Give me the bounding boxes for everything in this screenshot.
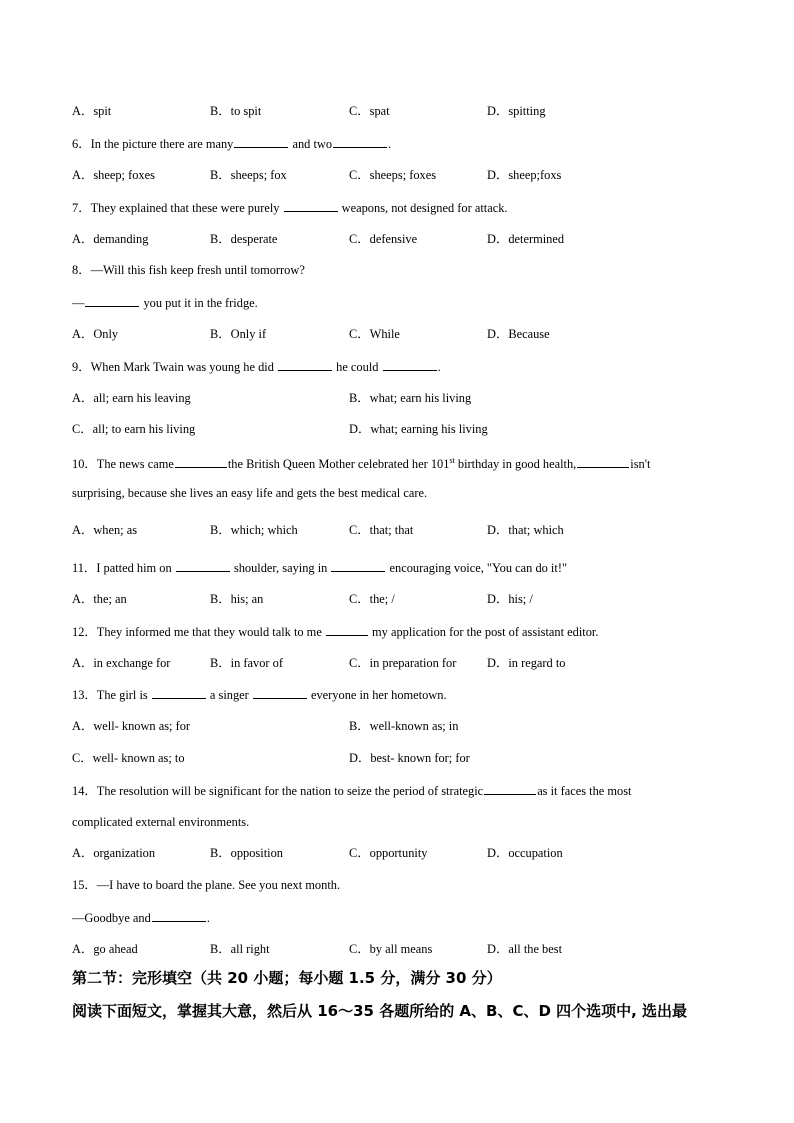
q8-stem: 8．—Will this fish keep fresh until tomorrow? [72,263,305,277]
q14-option-d: D．occupation [487,846,563,860]
q15-option-d: D．all the best [487,942,563,956]
q7-stem: 7．They explained that these were purely weapons, not designed for attack. [72,201,508,215]
q7-option-a: A．demanding [72,232,149,246]
q11-option-a: A．the; an [72,592,127,606]
q11-option-c: C．the; / [349,592,395,606]
q10-option-a: A．when; as [72,523,138,537]
q9-option-b: B．what; earn his living [349,391,472,405]
q8-reply: — you put it in the fridge. [72,296,258,310]
q12-option-a: A．in exchange for [72,656,171,670]
q14-option-c: C．opportunity [349,846,428,860]
q12-option-c: C．in preparation for [349,656,457,670]
q15-option-c: C．by all means [349,942,433,956]
q6-stem: 6．In the picture there are many and two . [72,137,392,151]
q7-option-c: C．defensive [349,232,418,246]
q11-option-d: D．his; / [487,592,533,606]
q13-stem: 13．The girl is a singer everyone in her hometown. [72,688,447,702]
q13-option-c: C．well- known as; to [72,751,185,765]
q13-option-d: D．best- known for; for [349,751,470,765]
q5-option-d: D．spitting [487,104,546,118]
q9-option-d: D．what; earning his living [349,422,488,436]
q7-option-b: B．desperate [210,232,278,246]
q6-option-b: B．sheeps; fox [210,168,287,182]
q8-option-b: B．Only if [210,327,267,341]
section2-instruction: 阅读下面短文，掌握其大意，然后从 16～35 各题所给的 A、B、C、D 四个选项中, 选出最 [72,1002,688,1020]
q6-option-a: A．sheep; foxes [72,168,155,182]
q13-option-a: A．well- known as; for [72,719,191,733]
q9-option-c: C．all; to earn his living [72,422,196,436]
q15-reply: —Goodbye and . [72,911,210,925]
q15-option-a: A．go ahead [72,942,138,956]
q5-option-a: A．spit [72,104,112,118]
q15-option-b: B．all right [210,942,270,956]
q12-option-d: D．in regard to [487,656,566,670]
q8-option-c: C．While [349,327,400,341]
q7-option-d: D．determined [487,232,565,246]
q8-option-d: D．Because [487,327,550,341]
q13-option-b: B．well-known as; in [349,719,459,733]
q5-option-b: B．to spit [210,104,262,118]
section2-heading: 第二节：完形填空（共 20 小题；每小题 1.5 分，满分 30 分） [72,969,502,987]
q9-stem: 9．When Mark Twain was young he did he could . [72,360,441,374]
q5-option-c: C．spat [349,104,390,118]
q14-option-a: A．organization [72,846,156,860]
q12-stem: 12．They informed me that they would talk to me my application for the post of assistant editor. [72,625,599,639]
q11-stem: 11．I patted him on shoulder, saying in encouraging voice, "You can do it!" [72,561,568,575]
q6-option-c: C．sheeps; foxes [349,168,437,182]
q10-stem-line2: surprising, because she lives an easy life and gets the best medical care. [72,486,428,500]
q11-option-b: B．his; an [210,592,264,606]
q10-stem: 10．The news came the British Queen Mother celebrated her 101st birthday in good health, isn't [72,456,651,472]
q12-option-b: B．in favor of [210,656,283,670]
q14-stem-line2: complicated external environments. [72,815,250,829]
q10-option-c: C．that; that [349,523,414,537]
q14-stem: 14．The resolution will be significant for the nation to seize the period of strategic as it faces the most [72,784,632,798]
q14-option-b: B．opposition [210,846,283,860]
q15-stem: 15．—I have to board the plane. See you next month. [72,878,341,892]
q10-option-d: D．that; which [487,523,564,537]
q10-option-b: B．which; which [210,523,298,537]
q8-option-a: A．Only [72,327,119,341]
q9-option-a: A．all; earn his leaving [72,391,191,405]
q6-option-d: D．sheep;foxs [487,168,562,182]
